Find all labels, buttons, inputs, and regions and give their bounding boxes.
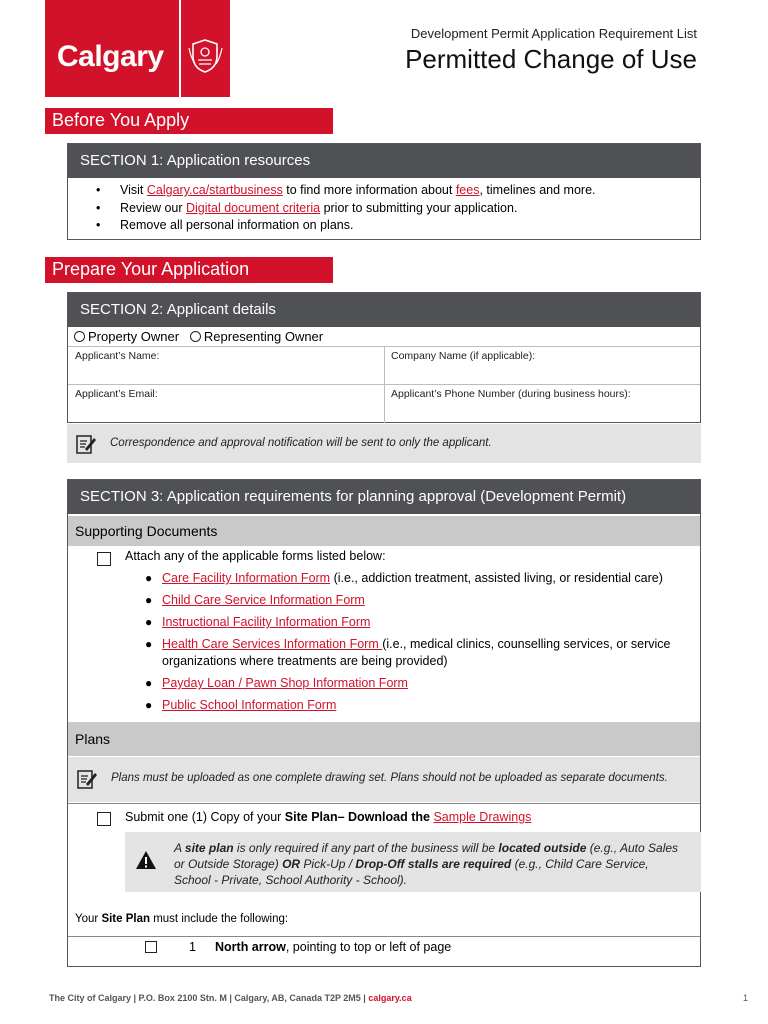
- resource-item: • Remove all personal information on plans.: [96, 217, 700, 235]
- site-plan-warning: [125, 832, 701, 892]
- footer-address: The City of Calgary | P.O. Box 2100 Stn. M | Calgary, AB, Canada T2P 2M5 | calgary.ca: [49, 993, 412, 1003]
- property-owner-radio[interactable]: [74, 331, 85, 342]
- applicant-phone-field[interactable]: Applicant’s Phone Number (during business hours):: [391, 388, 631, 400]
- resources-list: [68, 178, 700, 235]
- form-item: ● Public School Information Form: [145, 698, 337, 712]
- site-plan-include-label: Your Site Plan must include the following:: [75, 913, 289, 925]
- company-name-field[interactable]: Company Name (if applicable):: [391, 350, 536, 362]
- section-1-application-resources: [67, 143, 701, 240]
- divider: [68, 384, 700, 385]
- north-arrow-checkbox[interactable]: [145, 941, 157, 953]
- digital-document-criteria-link[interactable]: Digital document criteria: [186, 200, 321, 215]
- document-title: Permitted Change of Use: [405, 44, 697, 74]
- document-subtitle: Development Permit Application Requirement List: [410, 26, 697, 41]
- before-you-apply-banner: Before You Apply: [45, 108, 333, 134]
- applicant-name-field[interactable]: Applicant’s Name:: [75, 350, 160, 362]
- sample-drawings-link[interactable]: Sample Drawings: [433, 810, 532, 824]
- payday-loan-form-link[interactable]: Payday Loan / Pawn Shop Information Form: [162, 676, 408, 690]
- child-care-form-link[interactable]: Child Care Service Information Form: [162, 593, 365, 607]
- property-owner-label: Property Owner: [88, 329, 180, 344]
- form-item: ● Health Care Services Information Form (i.e., medical clinics, counselling services, or service: [145, 637, 671, 651]
- care-facility-form-link[interactable]: Care Facility Information Form: [162, 571, 331, 585]
- section-2-heading: SECTION 2: Applicant details: [68, 293, 700, 327]
- note-edit-icon: [76, 768, 98, 790]
- calgary-ca-link[interactable]: calgary.ca: [368, 993, 412, 1003]
- divider: [68, 936, 700, 937]
- section-1-heading: SECTION 1: Application resources: [68, 144, 700, 178]
- submit-site-plan-checkbox[interactable]: [97, 812, 111, 826]
- resource-item: • Review our Digital document criteria prior to submitting your application.: [96, 200, 700, 218]
- instructional-facility-form-link[interactable]: Instructional Facility Information Form: [162, 615, 371, 629]
- form-item: ● Instructional Facility Information Form: [145, 615, 371, 629]
- logo-text: Calgary: [57, 40, 164, 73]
- submit-site-plan-label: Submit one (1) Copy of your Site Plan– Download the Sample Drawings: [125, 810, 532, 824]
- note-edit-icon: [75, 433, 97, 455]
- warning-text: A site plan is only required if any part of the business will be located outside (e.g., Auto Sales or Outside Storage) OR Pick-Up / Drop-Off stalls are required (e.g., Child Care Service, School - Private, School Authority - School).: [174, 841, 679, 887]
- form-item: ● Child Care Service Information Form: [145, 593, 365, 607]
- health-care-form-link[interactable]: Health Care Services Information Form: [162, 637, 383, 651]
- owner-type-radio-group: [74, 329, 323, 344]
- north-arrow-requirement: North arrow, pointing to top or left of page: [215, 940, 452, 954]
- attach-forms-label: Attach any of the applicable forms listed below:: [125, 549, 386, 563]
- form-item: ● Care Facility Information Form (i.e., addiction treatment, assisted living, or residential care): [145, 571, 663, 585]
- correspondence-note: [67, 424, 701, 463]
- plans-note: [68, 757, 700, 802]
- representing-owner-radio[interactable]: [190, 331, 201, 342]
- page-number: 1: [742, 993, 748, 1003]
- divider: [68, 803, 700, 804]
- form-item-continued: organizations where treatments are being provided): [162, 654, 448, 668]
- resource-item: • Visit Calgary.ca/startbusiness to find more information about fees, timelines and more.: [96, 182, 700, 200]
- section-2-applicant-details: [67, 292, 701, 423]
- city-crest-icon: [181, 0, 230, 97]
- plans-note-text: Plans must be uploaded as one complete drawing set. Plans should not be uploaded as separate documents.: [111, 772, 668, 784]
- public-school-form-link[interactable]: Public School Information Form: [162, 698, 337, 712]
- fees-link[interactable]: fees: [455, 183, 480, 197]
- correspondence-note-text: Correspondence and approval notification will be sent to only the applicant.: [110, 437, 492, 449]
- applicant-email-field[interactable]: Applicant’s Email:: [75, 388, 158, 400]
- prepare-application-banner: Prepare Your Application: [45, 257, 333, 283]
- representing-owner-label: Representing Owner: [203, 329, 324, 344]
- attach-forms-checkbox[interactable]: [97, 552, 111, 566]
- calgary-logo: [45, 0, 179, 97]
- warning-icon: [135, 850, 157, 870]
- form-item: ● Payday Loan / Pawn Shop Information Form: [145, 676, 408, 690]
- supporting-documents-heading: Supporting Documents: [68, 516, 700, 546]
- section-3-heading: SECTION 3: Application requirements for planning approval (Development Permit): [68, 480, 700, 514]
- requirement-number: 1: [189, 940, 196, 954]
- plans-heading: Plans: [68, 722, 700, 756]
- startbusiness-link[interactable]: Calgary.ca/startbusiness: [146, 183, 283, 197]
